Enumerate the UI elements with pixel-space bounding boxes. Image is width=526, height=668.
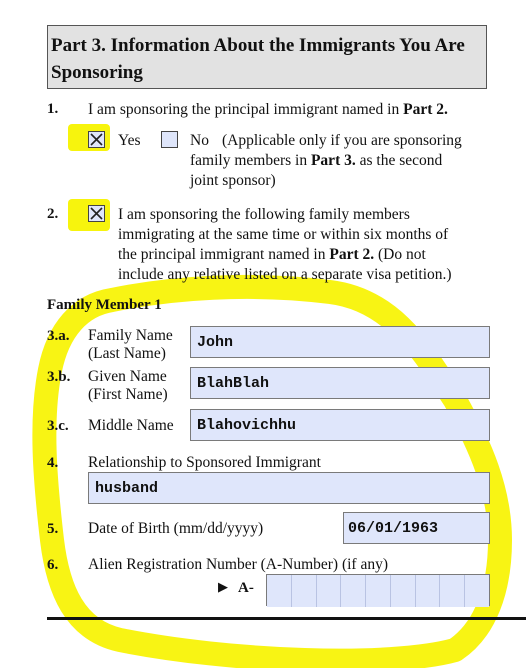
arrow-right-icon: ▶ bbox=[218, 579, 228, 594]
no-note-d: as the second bbox=[355, 152, 443, 169]
no-note-b: family members in bbox=[190, 152, 311, 169]
dob-input[interactable]: 06/01/1963 bbox=[343, 512, 490, 544]
given-name-label bbox=[88, 368, 168, 404]
a-number-digit-cell[interactable] bbox=[341, 575, 366, 607]
item-number: 4. bbox=[47, 455, 59, 471]
item-number: 5. bbox=[47, 521, 59, 537]
a-number-digit-cell[interactable] bbox=[317, 575, 342, 607]
item-number: 1. bbox=[47, 101, 59, 117]
item2-line1: I am sponsoring the following family members bbox=[118, 206, 410, 223]
family-member-heading: Family Member 1 bbox=[47, 297, 162, 313]
family-name-label-1: Family Name bbox=[88, 327, 173, 344]
item2-line2: immigrating at the same time or within six months of bbox=[118, 226, 449, 243]
yes-checkbox[interactable] bbox=[88, 131, 105, 148]
no-note-c: Part 3. bbox=[310, 152, 356, 169]
no-note-a: (Applicable only if you are sponsoring bbox=[222, 132, 462, 149]
middle-name-label: Middle Name bbox=[88, 417, 174, 434]
no-note bbox=[222, 131, 497, 150]
item1-text-a: I am sponsoring the principal immigrant named in bbox=[88, 101, 404, 118]
no-note-line2 bbox=[190, 151, 490, 170]
given-name-label-1: Given Name bbox=[88, 368, 167, 385]
a-number-label: Alien Registration Number (A-Number) (if any) bbox=[88, 556, 389, 573]
middle-name-input[interactable]: Blahovichhu bbox=[190, 409, 490, 441]
a-number-digit-cell[interactable] bbox=[267, 575, 292, 607]
item-number: 3.a. bbox=[47, 328, 70, 344]
no-note-line3: joint sponsor) bbox=[190, 172, 276, 189]
item2-line3b: Part 2. bbox=[329, 246, 375, 263]
family-name-label-2: (Last Name) bbox=[88, 345, 166, 362]
no-checkbox[interactable] bbox=[161, 131, 178, 148]
given-name-input[interactable]: BlahBlah bbox=[190, 367, 490, 399]
relationship-label: Relationship to Sponsored Immigrant bbox=[88, 454, 321, 471]
dob-label: Date of Birth (mm/dd/yyyy) bbox=[88, 520, 264, 537]
a-number-digit-cell[interactable] bbox=[416, 575, 441, 607]
item2-line3a: the principal immigrant named in bbox=[118, 246, 330, 263]
a-number-cells bbox=[267, 575, 489, 607]
item1-text-b: Part 2. bbox=[403, 101, 448, 118]
item2-checkbox[interactable] bbox=[88, 205, 105, 222]
a-number-digit-cell[interactable] bbox=[391, 575, 416, 607]
item1-text bbox=[88, 100, 508, 119]
a-number-digit-cell[interactable] bbox=[366, 575, 391, 607]
item-number: 6. bbox=[47, 557, 59, 573]
check-x-icon bbox=[88, 131, 105, 148]
a-number-input[interactable] bbox=[266, 574, 490, 606]
a-number-prefix: A- bbox=[238, 580, 254, 596]
check-x-icon bbox=[88, 205, 105, 222]
a-number-digit-cell[interactable] bbox=[440, 575, 465, 607]
item2-line4: include any relative listed on a separate visa petition.) bbox=[118, 266, 452, 283]
no-label: No bbox=[190, 132, 209, 149]
family-name-input[interactable]: John bbox=[190, 326, 490, 358]
item-number: 3.b. bbox=[47, 369, 71, 385]
a-number-digit-cell[interactable] bbox=[465, 575, 489, 607]
item2-line3 bbox=[118, 245, 508, 264]
section-divider bbox=[47, 617, 526, 620]
section-title: Part 3. Information About the Immigrants You Are Sponsoring bbox=[51, 35, 465, 83]
a-number-digit-cell[interactable] bbox=[292, 575, 317, 607]
family-name-label bbox=[88, 327, 173, 363]
yes-label: Yes bbox=[118, 132, 141, 149]
given-name-label-2: (First Name) bbox=[88, 386, 168, 403]
relationship-input[interactable]: husband bbox=[88, 472, 490, 504]
item-number: 2. bbox=[47, 206, 59, 222]
item-number: 3.c. bbox=[47, 418, 69, 434]
item2-line3c: (Do not bbox=[374, 246, 426, 263]
